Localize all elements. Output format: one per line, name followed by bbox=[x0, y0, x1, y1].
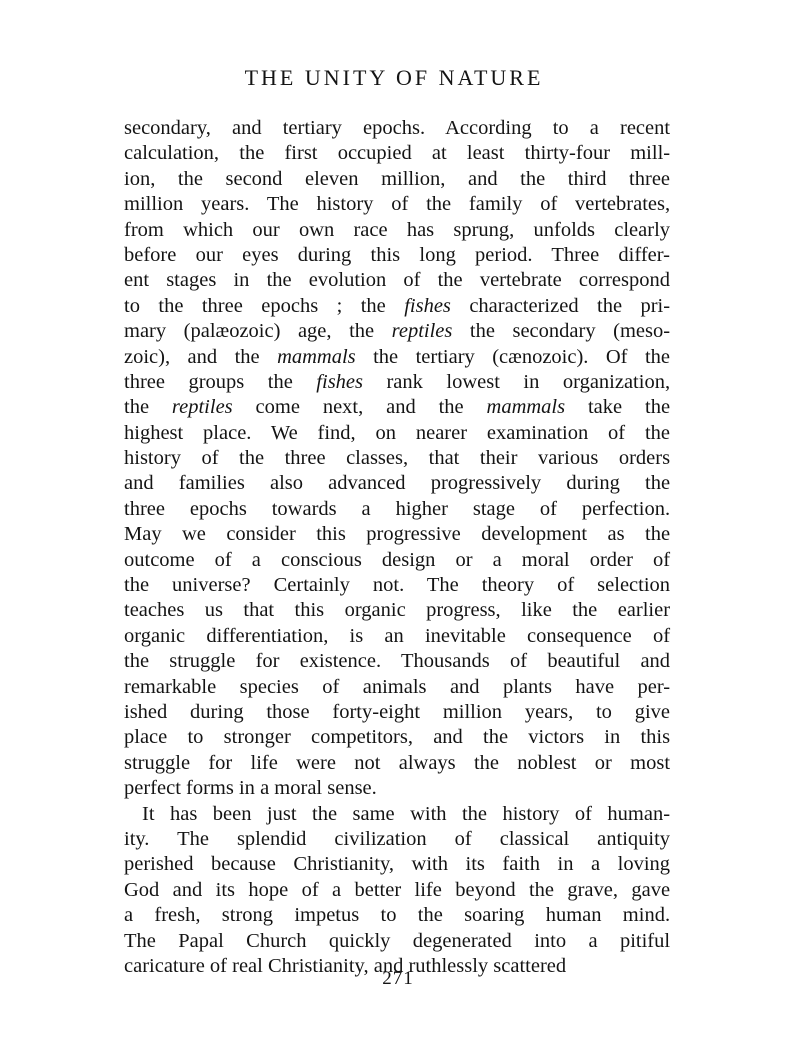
text-line: highest place. We find, on nearer examination of the bbox=[124, 421, 670, 444]
text-line: outcome of a conscious design or a moral order of bbox=[124, 548, 671, 571]
text-line: history of the three classes, that their various orders bbox=[124, 447, 671, 470]
text-line: the universe? Certainly not. The theory of selection bbox=[124, 574, 671, 597]
text-line: to the three epochs ; the fishes characterized the pri- bbox=[124, 294, 671, 317]
text-line: ity. The splendid civilization of classical antiquity bbox=[124, 827, 671, 850]
text-line: caricature of real Christianity, and ruthlessly scattered bbox=[124, 954, 567, 977]
text-line: teaches us that this organic progress, like the earlier bbox=[124, 599, 671, 622]
text-line: three epochs towards a higher stage of perfection. bbox=[124, 497, 671, 520]
text-line: struggle for life were not always the noblest or most bbox=[124, 751, 671, 774]
page-number: 271 bbox=[382, 968, 414, 989]
text-line: million years. The history of the family of vertebrates, bbox=[124, 193, 671, 216]
text-line: the struggle for existence. Thousands of beautiful and bbox=[124, 650, 671, 673]
text-line: perfect forms in a moral sense. bbox=[124, 777, 377, 800]
running-head: THE UNITY OF NATURE bbox=[244, 65, 544, 90]
text-line: remarkable species of animals and plants have per- bbox=[124, 675, 671, 698]
text-line: perished because Christianity, with its faith in a loving bbox=[124, 853, 671, 876]
text-line: organic differentiation, is an inevitable consequence of bbox=[124, 624, 671, 647]
text-line: from which our own race has sprung, unfolds clearly bbox=[124, 218, 671, 241]
text-line: zoic), and the mammals the tertiary (cænozoic). Of the bbox=[124, 345, 670, 368]
text-line: God and its hope of a better life beyond the grave, gave bbox=[124, 878, 671, 901]
text-line: calculation, the first occupied at least thirty-four mill- bbox=[124, 142, 671, 165]
text-line: May we consider this progressive development as the bbox=[124, 523, 671, 546]
text-line: ion, the second eleven million, and the third three bbox=[124, 167, 671, 190]
body-text bbox=[124, 116, 670, 979]
text-line: ent stages in the evolution of the vertebrate correspond bbox=[124, 269, 671, 292]
text-line: It has been just the same with the history of human- bbox=[142, 802, 671, 825]
text-line: three groups the fishes rank lowest in organization, bbox=[124, 370, 671, 393]
text-line: mary (palæozoic) age, the reptiles the secondary (meso- bbox=[124, 320, 671, 343]
text-line: ished during those forty-eight million years, to give bbox=[124, 700, 670, 723]
text-line: the reptiles come next, and the mammals take the bbox=[124, 396, 671, 419]
text-line: place to stronger competitors, and the victors in this bbox=[124, 726, 671, 749]
text-line: a fresh, strong impetus to the soaring human mind. bbox=[124, 904, 671, 927]
text-line: and families also advanced progressively during the bbox=[124, 472, 671, 495]
text-line: secondary, and tertiary epochs. According to a recent bbox=[124, 117, 671, 139]
text-line: The Papal Church quickly degenerated into a pitiful bbox=[124, 929, 671, 952]
text-line: before our eyes during this long period. Three differ- bbox=[124, 243, 670, 266]
